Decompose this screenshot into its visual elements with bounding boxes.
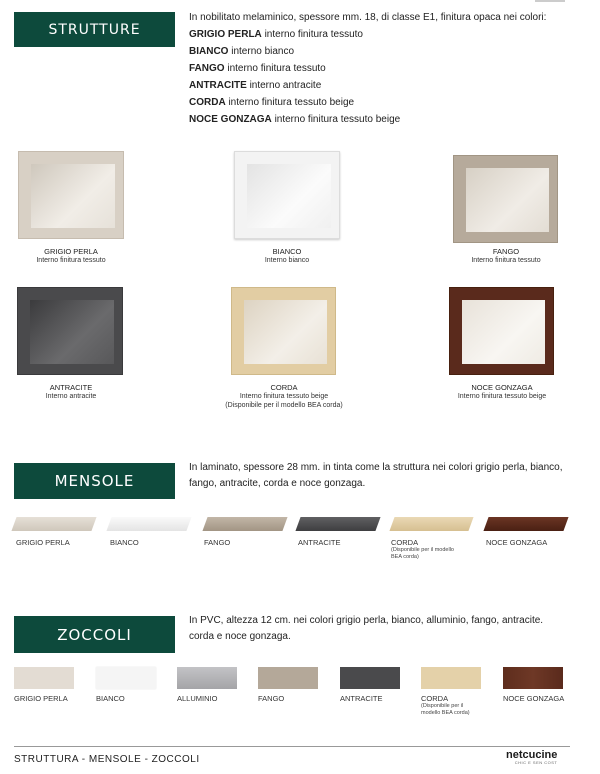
finish-line: ANTRACITE interno antracite (189, 80, 322, 91)
cabinet-fango (453, 155, 558, 243)
finish-line: GRIGIO PERLA interno finitura tessuto (189, 29, 363, 40)
zoccoli-header: ZOCCOLI (14, 616, 175, 653)
cabinet-caption-antracite: ANTRACITE Interno antracite (45, 383, 97, 400)
zoccoli-intro: In PVC, altezza 12 cm. nei colori grigio perla, bianco, alluminio, fango, antracite. corda e noce gonzaga. (189, 615, 544, 642)
shelf-fango (202, 517, 287, 531)
shelf-antracite (295, 517, 380, 531)
mensole-header: MENSOLE (14, 463, 175, 499)
footer-title: STRUTTURA - MENSOLE - ZOCCOLI (14, 754, 200, 765)
cabinet-caption-bianco: BIANCO Interno bianco (264, 247, 310, 264)
plinth-alluminio (177, 667, 237, 689)
strutture-header: STRUTTURE (14, 12, 175, 47)
cabinet-caption-noce-gonzaga: NOCE GONZAGA Interno finitura tessuto beige (457, 383, 547, 400)
plinth-fango (258, 667, 318, 689)
plinth-antracite (340, 667, 400, 689)
cabinet-antracite (17, 287, 123, 375)
plinth-label-antracite: ANTRACITE (340, 694, 383, 703)
shelf-bianco (106, 517, 191, 531)
plinth-label-noce-gonzaga: NOCE GONZAGA (503, 694, 565, 703)
shelf-grigio-perla (11, 517, 96, 531)
cabinet-caption-grigio-perla: GRIGIO PERLA Interno finitura tessuto (36, 247, 106, 264)
plinth-grigio-perla (14, 667, 74, 689)
strutture-intro: In nobilitato melaminico, spessore mm. 18, di classe E1, finitura opaca nei colori: (189, 12, 547, 23)
cabinet-bianco (234, 151, 340, 239)
finish-line: CORDA interno finitura tessuto beige (189, 97, 355, 108)
footer-divider (14, 746, 570, 747)
shelf-label-bianco: BIANCO (110, 538, 139, 547)
finish-line: NOCE GONZAGA interno finitura tessuto beige (189, 114, 401, 125)
shelf-label-fango: FANGO (204, 538, 231, 547)
finish-line: BIANCO interno bianco (189, 46, 295, 57)
plinth-label-bianco: BIANCO (96, 694, 125, 703)
shelf-corda (389, 517, 473, 531)
finish-line: FANGO interno finitura tessuto (189, 63, 326, 74)
cabinet-caption-corda: CORDA Interno finitura tessuto beige (Disponibile per il modello BEA corda) (225, 383, 343, 409)
cabinet-grigio-perla (18, 151, 124, 239)
shelf-label-antracite: ANTRACITE (298, 538, 341, 547)
cabinet-caption-fango: FANGO Interno finitura tessuto (471, 247, 541, 264)
shelf-label-noce-gonzaga: NOCE GONZAGA (486, 538, 548, 547)
brand-logo: netcucine CHIC E SEN COST (506, 749, 558, 765)
plinth-label-corda: CORDA (Disponibile per il modello BEA corda) (421, 694, 470, 716)
plinth-label-grigio-perla: GRIGIO PERLA (14, 694, 68, 703)
plinth-bianco (96, 667, 156, 689)
top-corner-mark (535, 0, 565, 2)
shelf-label-corda: CORDA (Disponibile per il modello BEA corda) (391, 538, 454, 560)
shelf-noce-gonzaga (483, 517, 568, 531)
plinth-label-alluminio: ALLUMINIO (177, 694, 218, 703)
plinth-corda (421, 667, 481, 689)
plinth-label-fango: FANGO (258, 694, 285, 703)
plinth-noce-gonzaga (503, 667, 563, 689)
cabinet-noce-gonzaga (449, 287, 554, 375)
cabinet-corda (231, 287, 336, 375)
shelf-label-grigio-perla: GRIGIO PERLA (16, 538, 70, 547)
mensole-intro: In laminato, spessore 28 mm. in tinta come la struttura nei colori grigio perla, bianco, fango, antracite, corda e noce gonzaga. (189, 462, 563, 489)
strutture-intro-block (189, 9, 579, 128)
